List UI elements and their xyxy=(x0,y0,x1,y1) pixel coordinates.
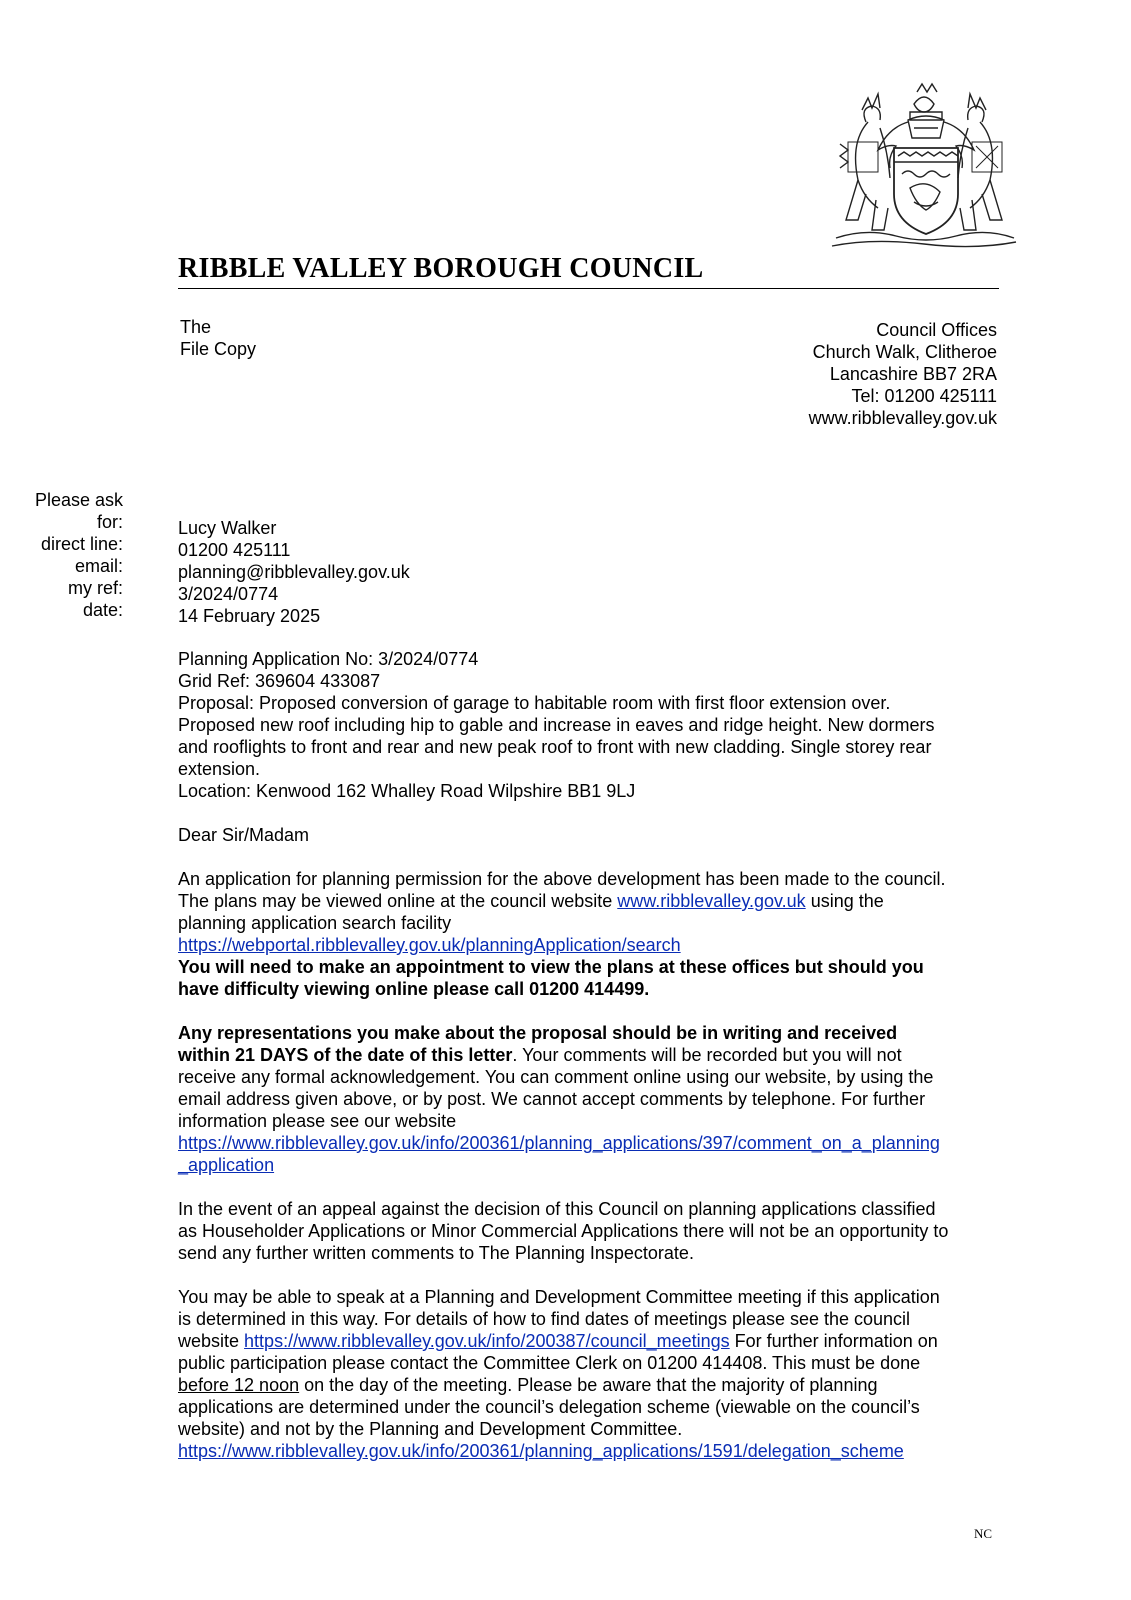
paragraph-plans xyxy=(178,868,1008,1000)
label-email: email: xyxy=(74,556,123,576)
contact-name: Lucy Walker xyxy=(178,518,277,538)
address-line: Council Offices xyxy=(876,320,997,340)
paragraph-line: applications are determined under the council’s delegation scheme (viewable on the council’s xyxy=(178,1397,920,1417)
label-my-ref: my ref: xyxy=(67,578,123,598)
paragraph-appeal xyxy=(178,1198,1008,1264)
paragraph-line: email address given above, or by post. We cannot accept comments by telephone. For further xyxy=(178,1089,926,1109)
paragraph-line: before 12 noon on the day of the meeting. Please be aware that the majority of planning xyxy=(178,1375,878,1395)
reference-value: 3/2024/0774 xyxy=(178,584,279,604)
label-please-ask: Please ask xyxy=(34,490,123,510)
salutation: Dear Sir/Madam xyxy=(178,825,310,845)
paragraph-committee xyxy=(178,1286,1008,1462)
recipient-block xyxy=(180,316,256,360)
recipient-line: The xyxy=(180,317,212,337)
paragraph-line: public participation please contact the Committee Clerk on 01200 414408. This must be done xyxy=(178,1353,921,1373)
paragraph-line: send any further written comments to The Planning Inspectorate. xyxy=(178,1243,694,1263)
paragraph-line: is determined in this way. For details of how to find dates of meetings please see the council xyxy=(178,1309,911,1329)
application-details xyxy=(178,648,1008,802)
paragraph-line: receive any formal acknowledgement. You can comment online using our website, by using the xyxy=(178,1067,934,1087)
delegation-scheme-link[interactable]: https://www.ribblevalley.gov.uk/info/200361/planning_applications/1591/delegation_scheme xyxy=(178,1441,904,1461)
paragraph-line: as Householder Applications or Minor Commercial Applications there will not be an opportunity to xyxy=(178,1221,949,1241)
council-meetings-link[interactable]: https://www.ribblevalley.gov.uk/info/200387/council_meetings xyxy=(244,1331,730,1351)
deadline-notice: within 21 DAYS of the date of this letter xyxy=(178,1045,513,1065)
comment-online-link[interactable]: https://www.ribblevalley.gov.uk/info/200361/planning_applications/397/comment_on_a_planning xyxy=(178,1133,940,1153)
direct-line-value: 01200 425111 xyxy=(178,540,291,560)
council-address-block xyxy=(680,319,997,429)
recipient-line: File Copy xyxy=(180,339,257,359)
proposal-line: extension. xyxy=(178,759,261,779)
proposal-line: Proposal: Proposed conversion of garage to habitable room with first floor extension over. xyxy=(178,693,891,713)
paragraph-line: The plans may be viewed online at the council website www.ribblevalley.gov.uk using the xyxy=(178,891,884,911)
paragraph-representations xyxy=(178,1022,1008,1176)
heading-divider xyxy=(178,288,999,289)
council-name-heading: RIBBLE VALLEY BOROUGH COUNCIL xyxy=(178,253,704,284)
paragraph-line: An application for planning permission for the above development has been made to the council. xyxy=(178,869,946,889)
paragraph-line: within 21 DAYS of the date of this letter. Your comments will be recorded but you will not xyxy=(178,1045,902,1065)
comment-online-link[interactable]: _application xyxy=(178,1155,275,1175)
appointment-notice: have difficulty viewing online please call 01200 414499. xyxy=(178,979,650,999)
footer-code: NC xyxy=(974,1526,993,1541)
reference-values xyxy=(178,517,410,627)
council-coat-of-arms-icon xyxy=(822,82,1026,254)
grid-reference: Grid Ref: 369604 433087 xyxy=(178,671,381,691)
appointment-notice: You will need to make an appointment to view the plans at these offices but should you xyxy=(178,957,924,977)
noon-deadline: before 12 noon xyxy=(178,1375,300,1395)
paragraph-line: website) and not by the Planning and Development Committee. xyxy=(178,1419,683,1439)
letter-body xyxy=(178,648,1008,1462)
email-value: planning@ribblevalley.gov.uk xyxy=(178,562,410,582)
telephone-line: Tel: 01200 425111 xyxy=(851,386,997,406)
reference-labels xyxy=(20,489,123,621)
label-direct-line: direct line: xyxy=(40,534,123,554)
address-line: Church Walk, Clitheroe xyxy=(812,342,997,362)
planning-search-link[interactable]: https://webportal.ribblevalley.gov.uk/planningApplication/search xyxy=(178,935,681,955)
website-line: www.ribblevalley.gov.uk xyxy=(808,408,997,428)
paragraph-line: information please see our website xyxy=(178,1111,457,1131)
deadline-notice: Any representations you make about the proposal should be in writing and received xyxy=(178,1023,898,1043)
label-date: date: xyxy=(82,600,123,620)
paragraph-line: planning application search facility xyxy=(178,913,452,933)
label-for: for: xyxy=(96,512,123,532)
council-website-link[interactable]: www.ribblevalley.gov.uk xyxy=(617,891,806,911)
date-value: 14 February 2025 xyxy=(178,606,321,626)
paragraph-line: website https://www.ribblevalley.gov.uk/info/200387/council_meetings For further information on xyxy=(178,1331,938,1351)
proposal-line: and rooflights to front and rear and new peak roof to front with new cladding. Single storey rear xyxy=(178,737,932,757)
paragraph-line: You may be able to speak at a Planning and Development Committee meeting if this application xyxy=(178,1287,940,1307)
address-line: Lancashire BB7 2RA xyxy=(829,364,997,384)
application-number: Planning Application No: 3/2024/0774 xyxy=(178,649,479,669)
proposal-line: Proposed new roof including hip to gable and increase in eaves and ridge height. New dormers xyxy=(178,715,935,735)
paragraph-line: In the event of an appeal against the decision of this Council on planning applications classified xyxy=(178,1199,936,1219)
location-line: Location: Kenwood 162 Whalley Road Wilpshire BB1 9LJ xyxy=(178,781,636,801)
